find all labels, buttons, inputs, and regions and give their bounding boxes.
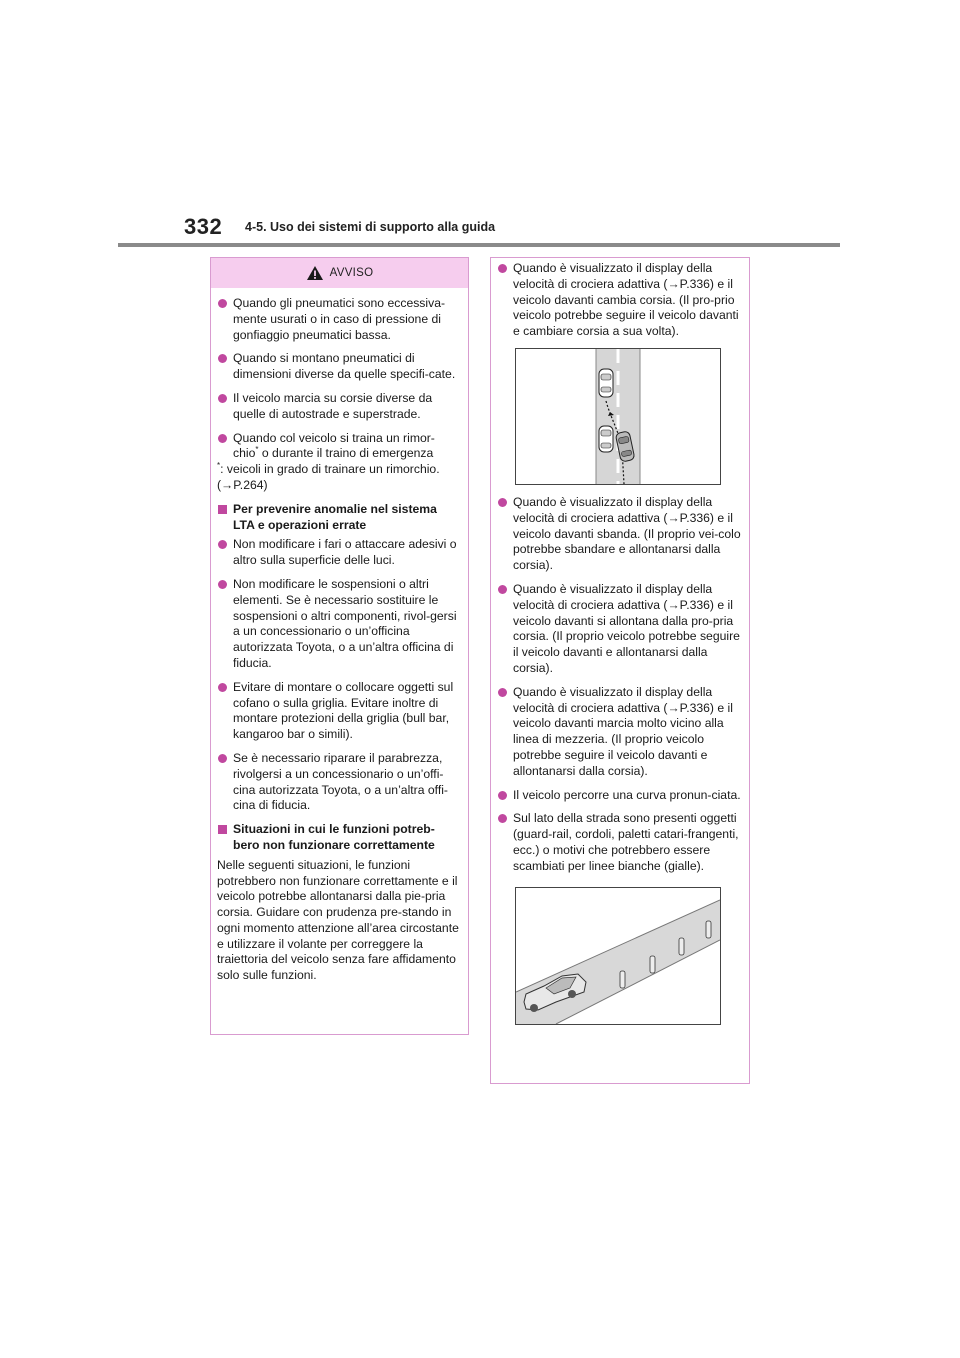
subheading: Per prevenire anomalie nel sistema LTA e operazioni errate — [217, 502, 460, 534]
list-item — [217, 431, 460, 463]
list-item: Se è necessario riparare il parabrezza, rivolgersi a un concessionario o un’offi-cina autorizzata Toyota, o a un’altra offi-cina di fiducia. — [217, 751, 460, 814]
footnote-marker: * — [217, 461, 221, 471]
continuation-content — [491, 258, 749, 1025]
list-item: Non modificare i fari o attaccare adesivi o altro sulla superficie delle luci. — [217, 537, 460, 569]
footnote — [217, 462, 460, 494]
roadside-posts-figure — [515, 887, 721, 1025]
footnote-text: : veicoli in grado di trainare un rimorchio. (→P.264) — [217, 462, 440, 492]
section-title: 4-5. Uso dei sistemi di supporto alla guida — [245, 220, 496, 234]
lane-change-illustration — [516, 349, 720, 484]
list-item: Quando si montano pneumatici di dimensioni diverse da quelle specifi-cate. — [217, 351, 460, 383]
list-item: Quando è visualizzato il display della velocità di crociera adattiva (→P.336) e il veicolo davanti sbanda. (Il proprio vei-colo potrebbe sbandare e allontanarsi dalla corsia). — [497, 495, 741, 574]
warning-label: AVVISO — [329, 267, 374, 279]
list-item: Il veicolo percorre una curva pronun-ciata. — [497, 788, 741, 804]
list-item: Quando è visualizzato il display della velocità di crociera adattiva (→P.336) e il veicolo davanti si allontana dalla pro-pria corsia. (Il proprio veicolo potrebbe seguire il veicolo davanti e allontanarsi dalla corsia). — [497, 582, 741, 677]
list-item: Quando è visualizzato il display della velocità di crociera adattiva (→P.336) e il veicolo davanti marcia molto vicino alla linea di mezzeria. (Il proprio veicolo potrebbe seguire il veicolo davanti e allontanarsi dalla corsia). — [497, 685, 741, 780]
continuation-box — [490, 257, 750, 1084]
roadside-posts-illustration — [516, 888, 720, 1024]
list-item: Evitare di montare o collocare oggetti sul cofano o sulla griglia. Evitare inoltre di montare protezioni della griglia (bull bar, kangaroo bar o simili). — [217, 680, 460, 743]
warning-content — [211, 288, 468, 984]
lane-change-figure — [515, 348, 721, 485]
list-item-text: o durante il traino di emergenza — [258, 446, 434, 461]
list-item: Non modificare le sospensioni o altri elementi. Se è necessario sostituire le sospensioni o altri componenti, rivol-gersi a un concessionario o un’officina autorizzata Toyota, o a un’altra officina di fiducia. — [217, 577, 460, 672]
list-item: Il veicolo marcia su corsie diverse da quelle di autostrade e superstrade. — [217, 391, 460, 423]
subheading: Situazioni in cui le funzioni potreb-bero non funzionare correttamente — [217, 822, 460, 854]
leading-car-icon — [599, 369, 613, 397]
warning-icon — [306, 265, 324, 281]
list-item: Quando è visualizzato il display della velocità di crociera adattiva (→P.336) e il veicolo davanti cambia corsia. (Il pro-prio veicolo potrebbe seguire il veicolo davanti e cambiare corsia a sua volta). — [497, 261, 741, 340]
footnote-marker: * — [255, 445, 259, 455]
header-rule — [118, 243, 840, 247]
warning-header — [211, 258, 468, 288]
paragraph: Nelle seguenti situazioni, le funzioni potrebbero non funzionare correttamente e il veicolo potrebbe allontanarsi dalla pie-pria corsia. Guidare con prudenza pre-stando in ogni momento attenzione all’area circostante e utilizzare il volante per correggere la traiettoria del veicolo senza fare affidamento solo sulle funzioni. — [217, 857, 459, 983]
list-item-text: Quando col veicolo si traina un rimor-chio — [233, 430, 435, 461]
list-item: Sul lato della strada sono presenti oggetti (guard-rail, cordoli, paletti catari-frangenti, ecc.) o motivi che potrebbero essere scambiati per linee bianche (gialle). — [497, 811, 741, 874]
warning-box — [210, 257, 469, 1035]
page-number: 332 — [184, 214, 223, 239]
list-item: Quando gli pneumatici sono eccessiva-mente usurati o in caso di pressione di gonfiaggio pneumatici bassa. — [217, 296, 460, 343]
parked-car-icon — [599, 426, 613, 452]
